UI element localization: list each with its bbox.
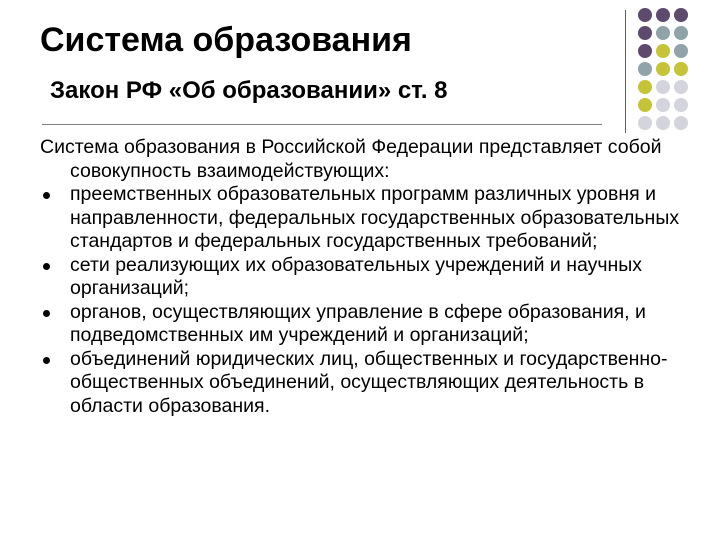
bullet-text: органов, осуществляющих управление в сфере образования, и подведомственных им учреждений и организаций; [70, 300, 646, 346]
bullet-text: преемственных образовательных программ различных уровня и направленности, федеральных государственных образовательных стандартов и федеральных государственных требований; [70, 183, 680, 252]
decorative-dot [674, 62, 688, 76]
decorative-dot [674, 26, 688, 40]
decorative-dot [638, 62, 652, 76]
bullet-dot-icon [43, 192, 50, 199]
bullet-dot-icon [43, 357, 50, 364]
slide-subtitle: Закон РФ «Об образовании» ст. 8 [50, 77, 448, 104]
decorative-dot [656, 62, 670, 76]
decorative-dot [656, 80, 670, 94]
bullet-item [40, 254, 690, 301]
bullet-list [40, 183, 690, 418]
slide-body [40, 136, 690, 418]
bullet-item [40, 301, 690, 348]
decorative-dot [638, 44, 652, 58]
decorative-dot [674, 80, 688, 94]
bullet-dot-icon [43, 310, 50, 317]
decorative-dot [638, 80, 652, 94]
decorative-dot [674, 8, 688, 22]
decorative-dot [674, 98, 688, 112]
decorative-dot [638, 8, 652, 22]
decorative-dot [656, 98, 670, 112]
bullet-dot-icon [43, 263, 50, 270]
bullet-text: сети реализующих их образовательных учреждений и научных организаций; [70, 253, 643, 299]
decorative-dot-grid [638, 8, 720, 133]
decorative-dot [638, 116, 652, 130]
decorative-dot [638, 26, 652, 40]
slide-title: Система образования [40, 21, 412, 59]
decorative-dot [674, 116, 688, 130]
decorative-dot [656, 44, 670, 58]
bullet-item [40, 348, 690, 419]
bullet-text: объединений юридических лиц, общественных и государственно-общественных объединений, осуществляющих деятельность в области образования. [70, 347, 668, 417]
decorative-divider-line [42, 124, 602, 125]
decorative-dot [656, 26, 670, 40]
decorative-dot [638, 98, 652, 112]
bullet-item [40, 183, 690, 254]
decorative-dot [656, 8, 670, 22]
intro-text: Система образования в Российской Федерации представляет собой совокупность взаимодействующих: [40, 136, 662, 182]
decorative-dot [656, 116, 670, 130]
decorative-vertical-line [625, 10, 626, 133]
decorative-dot [674, 44, 688, 58]
